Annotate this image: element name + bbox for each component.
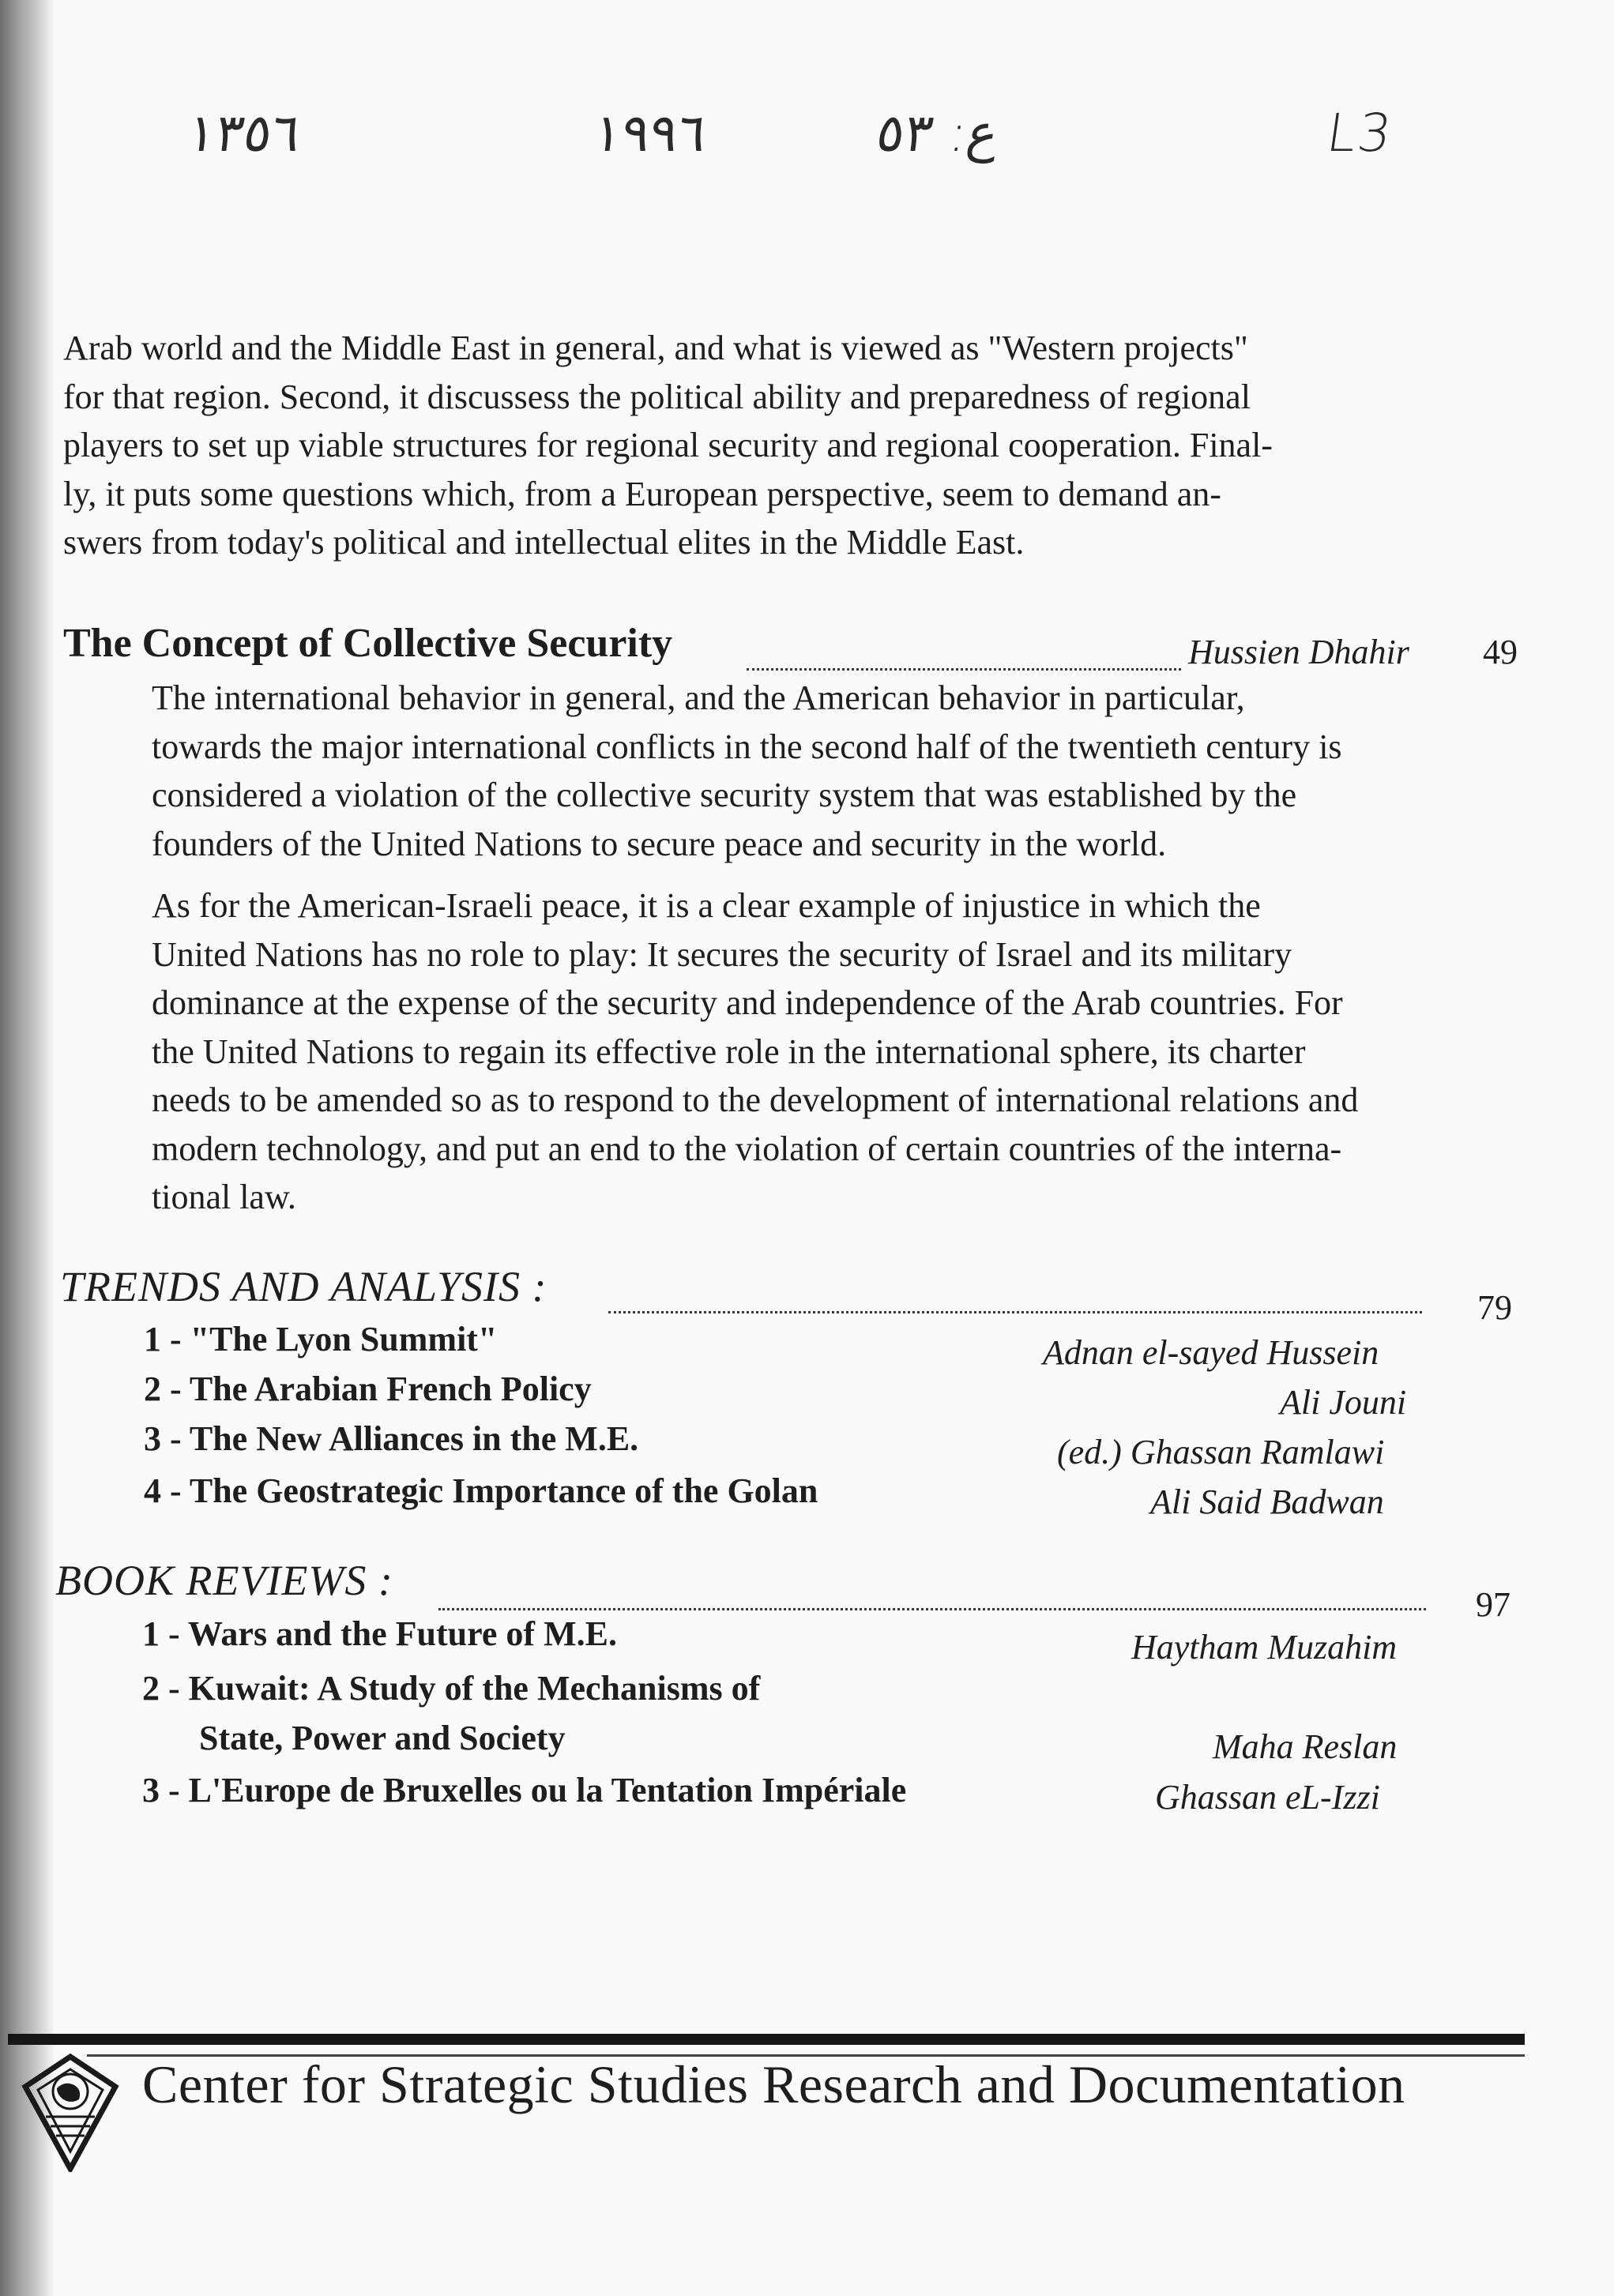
article-author: Hussien Dhahir: [1188, 633, 1409, 671]
reviews-page-number: 97: [1476, 1585, 1511, 1624]
trends-author-3: (ed.) Ghassan Ramlawi: [1057, 1433, 1385, 1471]
text-line: tional law.: [152, 1178, 296, 1216]
text-line: dominance at the expense of the security and independence of the Arab countries. For: [152, 983, 1343, 1022]
text-line: As for the American-Israeli peace, it is a clear example of injustice in which the: [152, 886, 1261, 925]
text-line: Arab world and the Middle East in general, and what is viewed as "Western projects": [63, 329, 1248, 367]
reviews-item-1: 1 - Wars and the Future of M.E.: [142, 1614, 617, 1653]
intro-paragraph: [63, 324, 1446, 567]
text-line: swers from today's political and intellectual elites in the Middle East.: [63, 523, 1025, 562]
trends-author-2: Ali Jouni: [1280, 1383, 1407, 1422]
trends-item-4: 4 - The Geostrategic Importance of the Golan: [144, 1471, 818, 1510]
footer-center-name: Center for Strategic Studies Research and Documentation: [142, 2054, 1405, 2114]
article-title: The Concept of Collective Security: [63, 621, 673, 666]
trends-heading: TRENDS AND ANALYSIS :: [60, 1263, 547, 1310]
text-line: modern technology, and put an end to the violation of certain countries of the interna-: [152, 1129, 1342, 1168]
text-line: The international behavior in general, and the American behavior in particular,: [152, 678, 1245, 717]
reviews-item-2: 2 - Kuwait: A Study of the Mechanisms of: [142, 1669, 761, 1708]
reviews-heading: BOOK REVIEWS :: [55, 1557, 393, 1604]
center-logo-icon: [19, 2054, 122, 2172]
trends-item-2: 2 - The Arabian French Policy: [144, 1370, 592, 1408]
handwritten-note-2: ١٩٩٦: [589, 103, 711, 163]
reviews-author-3: Ghassan eL-Izzi: [1155, 1778, 1380, 1817]
trends-item-1: 1 - "The Lyon Summit": [144, 1320, 498, 1358]
text-line: needs to be amended so as to respond to the development of international relations and: [152, 1080, 1359, 1119]
leader-dots: [747, 668, 1181, 671]
article-paragraph-1: [63, 674, 1439, 868]
leader-dots: [438, 1608, 1426, 1610]
text-line: for that region. Second, it discussess the political ability and preparedness of regional: [63, 377, 1251, 416]
handwritten-note-3: ع: ٥٣: [872, 103, 1003, 163]
handwritten-note-1: ١٣٥٦: [183, 103, 305, 163]
trends-item-3: 3 - The New Alliances in the M.E.: [144, 1419, 639, 1458]
article-paragraph-2: [63, 881, 1439, 1222]
text-line: the United Nations to regain its effective role in the international sphere, its charter: [152, 1032, 1306, 1071]
trends-author-1: Adnan el-sayed Hussein: [1043, 1333, 1379, 1372]
text-line: considered a violation of the collective security system that was established by the: [152, 776, 1297, 814]
trends-author-4: Ali Said Badwan: [1150, 1482, 1384, 1521]
handwritten-note-4: L3: [1322, 103, 1398, 163]
footer-rule-thick: [8, 2034, 1525, 2045]
reviews-item-3: 3 - L'Europe de Bruxelles ou la Tentation Impériale: [142, 1771, 907, 1809]
reviews-item-2-continued: State, Power and Society: [199, 1719, 566, 1757]
text-line: ly, it puts some questions which, from a European perspective, seem to demand an-: [63, 474, 1221, 513]
text-line: towards the major international conflicts in the second half of the twentieth century is: [152, 727, 1342, 766]
reviews-author-1: Haytham Muzahim: [1131, 1628, 1398, 1667]
article-page-number: 49: [1483, 633, 1518, 671]
leader-dots: [608, 1311, 1422, 1313]
trends-page-number: 79: [1477, 1288, 1512, 1327]
text-line: United Nations has no role to play: It secures the security of Israel and its military: [152, 934, 1292, 974]
text-line: founders of the United Nations to secure peace and security in the world.: [152, 824, 1167, 863]
reviews-author-2: Maha Reslan: [1213, 1727, 1398, 1766]
text-line: players to set up viable structures for regional security and regional cooperation. Final-: [63, 426, 1273, 464]
binding-shadow: [0, 0, 55, 2296]
